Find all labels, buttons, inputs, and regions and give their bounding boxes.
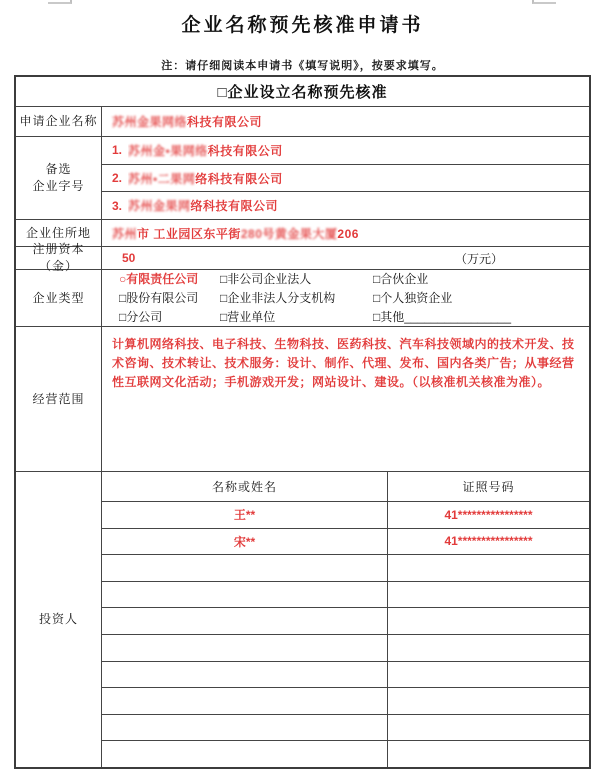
applied-name-masked-segment: 苏州金果网络 xyxy=(112,115,188,129)
type-option-checkbox: □股份有限公司 xyxy=(119,290,199,305)
page-corner-mark-left xyxy=(48,0,72,4)
investor-name-cell xyxy=(102,662,388,688)
type-option-selected-checkbox: ○有限责任公司 xyxy=(119,271,199,286)
investor-row xyxy=(102,502,589,529)
alt-name-number: 1. xyxy=(112,143,123,158)
alt-names-label xyxy=(16,137,102,219)
investor-row xyxy=(102,662,589,689)
investor-id-cell xyxy=(388,715,589,741)
enterprise-type-options xyxy=(102,270,589,326)
applied-name-value xyxy=(102,107,589,136)
alt-name-clear-segment: 络科技有限公司 xyxy=(195,171,283,186)
investor-name-cell: 宋** xyxy=(102,529,388,555)
row-applied-name xyxy=(16,107,589,137)
type-option-checkbox: □营业单位 xyxy=(220,309,276,324)
alt-name-clear-segment: 科技有限公司 xyxy=(207,143,283,158)
investors-label: 投资人 xyxy=(16,472,102,767)
investor-name-cell xyxy=(102,688,388,714)
alt-names-label-line1: 备选 xyxy=(45,162,72,176)
enterprise-type-label: 企业类型 xyxy=(16,270,102,326)
investor-id-cell xyxy=(388,688,589,714)
type-option-checkbox-other: □其他________________ xyxy=(373,309,512,324)
row-address xyxy=(16,220,589,247)
investor-row xyxy=(102,635,589,662)
note-text: 注：请仔细阅读本申请书《填写说明》，按要求填写。 xyxy=(161,60,444,72)
capital-value: 50 xyxy=(122,251,136,265)
alt-name-number: 3. xyxy=(112,198,123,213)
type-option-checkbox: □企业非法人分支机构 xyxy=(220,290,336,305)
address-value xyxy=(102,220,589,246)
alt-name-number: 2. xyxy=(112,171,123,185)
investor-id-header: 证照号码 xyxy=(462,480,515,494)
investor-name-cell xyxy=(102,635,388,661)
alt-name-masked-segment: 苏州金•果网络 xyxy=(128,143,208,158)
type-option-checkbox: □合伙企业 xyxy=(373,271,429,286)
alt-names-label-line2: 企业字号 xyxy=(32,179,85,193)
investor-id-cell: 41**************** xyxy=(444,534,533,549)
investor-id-cell xyxy=(388,635,589,661)
alt-name-masked-segment: 苏州•二果网 xyxy=(128,171,196,186)
type-option-checkbox: □个人独资企业 xyxy=(373,290,453,305)
investor-id-cell xyxy=(388,741,589,767)
investor-row xyxy=(102,529,589,556)
investor-name-cell: 王** xyxy=(102,502,388,528)
business-scope-text: 计算机网络科技、电子科技、生物科技、医药科技、汽车科技领域内的技术开发、技术咨询、技术转让、技术服务：设计、制作、代理、发布、国内各类广告；从事经营性互联网文化活动；手机游戏开发；网站设计、建设。（以核准机关核准为准）。 xyxy=(112,337,575,389)
investor-name-cell xyxy=(102,741,388,767)
investor-name-header: 名称或姓名 xyxy=(102,472,388,501)
page-title: 企业名称预先核准申请书 xyxy=(181,15,424,36)
investors-table xyxy=(102,472,589,767)
section-header: □企业设立名称预先核准 xyxy=(16,77,589,107)
business-scope-value xyxy=(102,327,589,471)
alt-name-clear-segment: 络科技有限公司 xyxy=(190,199,279,214)
address-label: 企业住所地 xyxy=(16,220,102,246)
business-scope-label: 经营范围 xyxy=(16,327,102,471)
investor-id-cell xyxy=(388,662,589,688)
row-investors xyxy=(16,472,589,767)
type-option-checkbox: □分公司 xyxy=(119,309,163,324)
type-option-checkbox: □非公司企业法人 xyxy=(220,271,312,286)
investor-row xyxy=(102,688,589,715)
row-business-scope xyxy=(16,327,589,472)
alt-name-row xyxy=(102,137,589,165)
address-clear-segment: 206 xyxy=(337,226,359,241)
investor-row xyxy=(102,741,589,767)
investor-row xyxy=(102,582,589,609)
address-masked-segment: 280号黄金果大厦 xyxy=(240,226,338,241)
investor-id-cell: 41**************** xyxy=(444,507,533,522)
address-clear-segment: 市 工业园区东平街 xyxy=(137,226,241,241)
page-corner-mark-right xyxy=(532,0,556,4)
alt-names-list xyxy=(102,137,589,219)
investor-id-cell xyxy=(388,555,589,581)
alt-name-row xyxy=(102,165,589,193)
alt-name-masked-segment: 苏州金果网 xyxy=(128,199,191,214)
alt-name-row xyxy=(102,192,589,219)
application-form-table xyxy=(14,75,591,769)
investor-name-cell xyxy=(102,555,388,581)
address-masked-segment: 苏州 xyxy=(112,226,138,241)
investors-header-row xyxy=(102,472,589,502)
investor-name-cell xyxy=(102,608,388,634)
investor-name-cell xyxy=(102,715,388,741)
investor-id-cell xyxy=(388,608,589,634)
row-enterprise-type xyxy=(16,270,589,327)
investor-row xyxy=(102,715,589,742)
capital-unit: （万元） xyxy=(454,251,503,266)
investor-id-cell xyxy=(388,582,589,608)
investor-row xyxy=(102,555,589,582)
applied-name-clear-segment: 科技有限公司 xyxy=(187,115,263,129)
row-alt-names xyxy=(16,137,589,220)
applied-name-label: 申请企业名称 xyxy=(16,107,102,136)
investor-row xyxy=(102,608,589,635)
investor-name-cell xyxy=(102,582,388,608)
capital-label: 注册资本（金） xyxy=(16,247,102,269)
